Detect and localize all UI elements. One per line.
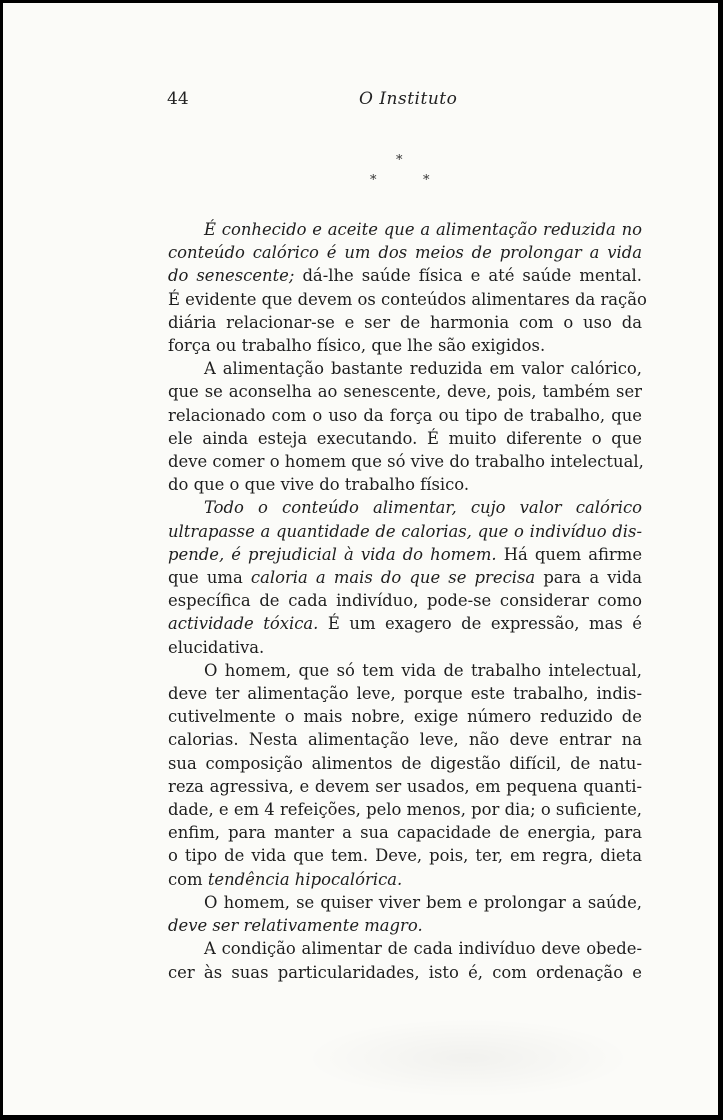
text-line: Todo o conteúdo alimentar, cujo valor calórico [204, 498, 642, 518]
separator-asterisk: * [423, 173, 430, 188]
text-line: enfim, para manter a sua capacidade de energia, para [168, 823, 642, 843]
text-line: O homem, que só tem vida de trabalho intelectual, [204, 660, 642, 680]
text-line: deve comer o homem que só vive do trabalho intelectual, [168, 452, 644, 472]
text-line: sua composição alimentos de digestão difícil, de natu- [168, 753, 642, 773]
text-line: É evidente que devem os conteúdos alimentares da ração [168, 289, 647, 309]
text-line: cer às suas particularidades, isto é, com ordenação e [168, 962, 642, 982]
text-line: É conhecido e aceite que a alimentação reduzida no [204, 220, 642, 239]
paragraph-5 [168, 891, 642, 937]
text-line: elucidativa. [168, 637, 265, 657]
text-line: com tendência hipocalórica. [168, 869, 403, 889]
text-line: deve ser relativamente magro. [168, 916, 423, 936]
text-line: ele ainda esteja executando. É muito diferente o que [168, 428, 642, 448]
text-line: que uma caloria a mais do que se precisa para a vida [168, 568, 642, 588]
book-page [3, 3, 718, 1115]
text-line: do senescente; dá-lhe saúde física e até saúde mental. [168, 266, 642, 286]
text-line: diária relacionar-se e ser de harmonia com o uso da [168, 312, 642, 332]
paragraph-2 [168, 357, 642, 496]
text-line: pende, é prejudicial à vida do homem. Há quem afirme [168, 544, 643, 564]
paragraph-6 [168, 937, 642, 983]
text-line: reza agressiva, e devem ser usados, em pequena quanti- [168, 776, 642, 796]
text-line: relacionado com o uso da força ou tipo de trabalho, que [168, 405, 642, 425]
text-line: deve ter alimentação leve, porque este trabalho, indis- [168, 684, 642, 704]
separator-asterisk: * [370, 173, 377, 188]
paragraph-4 [168, 659, 642, 891]
text-line: que se aconselha ao senescente, deve, pois, também ser [168, 382, 642, 402]
text-line: cutivelmente o mais nobre, exige número reduzido de [168, 707, 642, 727]
body-text [168, 218, 647, 984]
separator-asterisk: * [396, 153, 403, 168]
page-number: 44 [167, 89, 189, 109]
text-line: conteúdo calórico é um dos meios de prolongar a vida [168, 243, 642, 263]
text-line: A alimentação bastante reduzida em valor calórico, [204, 359, 642, 379]
paragraph-3 [168, 496, 642, 658]
text-line: O homem, se quiser viver bem e prolongar a saúde, [204, 892, 642, 912]
paragraph-1 [168, 218, 647, 357]
running-title: O Instituto [359, 89, 458, 109]
text-line: específica de cada indivíduo, pode-se considerar como [168, 591, 642, 611]
text-line: dade, e em 4 refeições, pelo menos, por dia; o suficiente, [168, 800, 642, 820]
text-line: força ou trabalho físico, que lhe são exigidos. [168, 336, 546, 356]
text-line: calorias. Nesta alimentação leve, não deve entrar na [168, 730, 642, 750]
text-line: A condição alimentar de cada indivíduo deve obede- [204, 939, 642, 959]
text-line: do que o que vive do trabalho físico. [168, 475, 470, 495]
bleed-through-shadow [303, 1018, 633, 1098]
text-line: actividade tóxica. É um exagero de expressão, mas é [168, 614, 642, 634]
text-line: o tipo de vida que tem. Deve, pois, ter, em regra, dieta [168, 846, 642, 866]
text-line: ultrapasse a quantidade de calorias, que o indivíduo dis- [168, 521, 642, 541]
